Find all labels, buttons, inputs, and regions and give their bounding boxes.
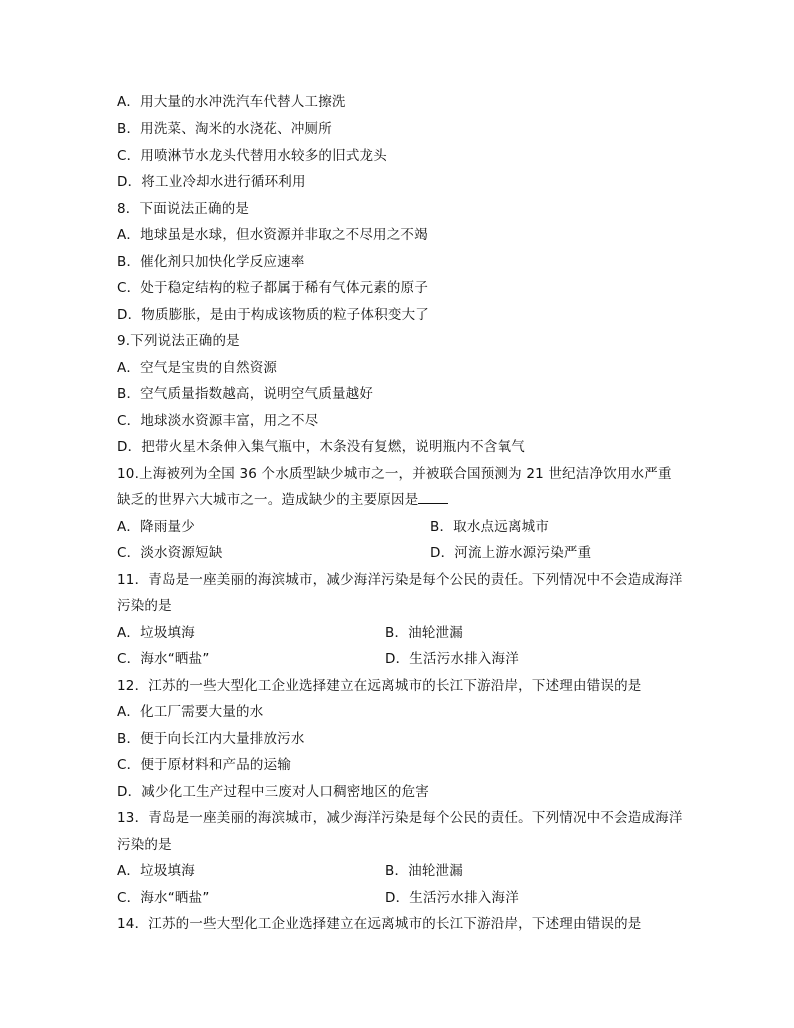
q7-option-a: A．用大量的水冲洗汽车代替人工擦洗 <box>117 94 346 110</box>
q8-option-d: D．物质膨胀，是由于构成该物质的粒子体积变大了 <box>117 307 429 323</box>
q13-option-c: C．海水“晒盐” <box>117 890 210 906</box>
q8-stem: 8．下面说法正确的是 <box>117 201 250 217</box>
q10-option-b: B．取水点远离城市 <box>430 519 550 535</box>
q7-option-c: C．用喷淋节水龙头代替用水较多的旧式龙头 <box>117 148 387 164</box>
q8-option-a: A．地球虽是水球，但水资源并非取之不尽用之不竭 <box>117 227 428 243</box>
q8-option-b: B．催化剂只加快化学反应速率 <box>117 254 305 270</box>
q10-option-c: C．淡水资源短缺 <box>117 545 223 561</box>
q13-stem-line1: 13．青岛是一座美丽的海滨城市，减少海洋污染是每个公民的责任。下列情况中不会造成海洋 <box>117 810 683 826</box>
q11-option-d: D．生活污水排入海洋 <box>385 651 519 667</box>
q7-option-b: B．用洗菜、淘米的水浇花、冲厕所 <box>117 121 332 137</box>
q10-stem-line2 <box>117 490 448 510</box>
q12-option-b: B．便于向长江内大量排放污水 <box>117 731 305 747</box>
q11-option-a: A．垃圾填海 <box>117 625 195 641</box>
q9-stem: 9.下列说法正确的是 <box>117 333 240 349</box>
q13-option-b: B．油轮泄漏 <box>385 863 463 879</box>
q10-stem-text: 缺乏的世界六大城市之一。造成缺少的主要原因是 <box>117 492 419 508</box>
q9-option-a: A．空气是宝贵的自然资源 <box>117 360 278 376</box>
q14-stem: 14．江苏的一些大型化工企业选择建立在远离城市的长江下游沿岸，下述理由错误的是 <box>117 916 642 932</box>
q12-option-c: C．便于原材料和产品的运输 <box>117 757 292 773</box>
q12-option-a: A．化工厂需要大量的水 <box>117 704 264 720</box>
q7-option-d: D．将工业冷却水进行循环利用 <box>117 174 306 190</box>
answer-blank <box>418 490 448 504</box>
q13-stem-line2: 污染的是 <box>117 837 172 853</box>
q13-option-d: D．生活污水排入海洋 <box>385 890 519 906</box>
q11-option-c: C．海水“晒盐” <box>117 651 210 667</box>
q9-option-c: C．地球淡水资源丰富，用之不尽 <box>117 413 319 429</box>
q9-option-b: B．空气质量指数越高，说明空气质量越好 <box>117 386 374 402</box>
q10-stem-line1: 10.上海被列为全国 36 个水质型缺少城市之一，并被联合国预测为 21 世纪洁净饮用水严重 <box>117 466 672 482</box>
q10-option-a: A．降雨量少 <box>117 519 195 535</box>
q12-option-d: D．减少化工生产过程中三废对人口稠密地区的危害 <box>117 784 429 800</box>
q10-option-d: D．河流上游水源污染严重 <box>430 545 592 561</box>
q11-stem-line2: 污染的是 <box>117 598 172 614</box>
q12-stem: 12．江苏的一些大型化工企业选择建立在远离城市的长江下游沿岸，下述理由错误的是 <box>117 678 642 694</box>
q11-option-b: B．油轮泄漏 <box>385 625 463 641</box>
q8-option-c: C．处于稳定结构的粒子都属于稀有气体元素的原子 <box>117 280 429 296</box>
q9-option-d: D．把带火星木条伸入集气瓶中，木条没有复燃，说明瓶内不含氧气 <box>117 439 525 455</box>
q11-stem-line1: 11．青岛是一座美丽的海滨城市，减少海洋污染是每个公民的责任。下列情况中不会造成海洋 <box>117 572 683 588</box>
q13-option-a: A．垃圾填海 <box>117 863 195 879</box>
